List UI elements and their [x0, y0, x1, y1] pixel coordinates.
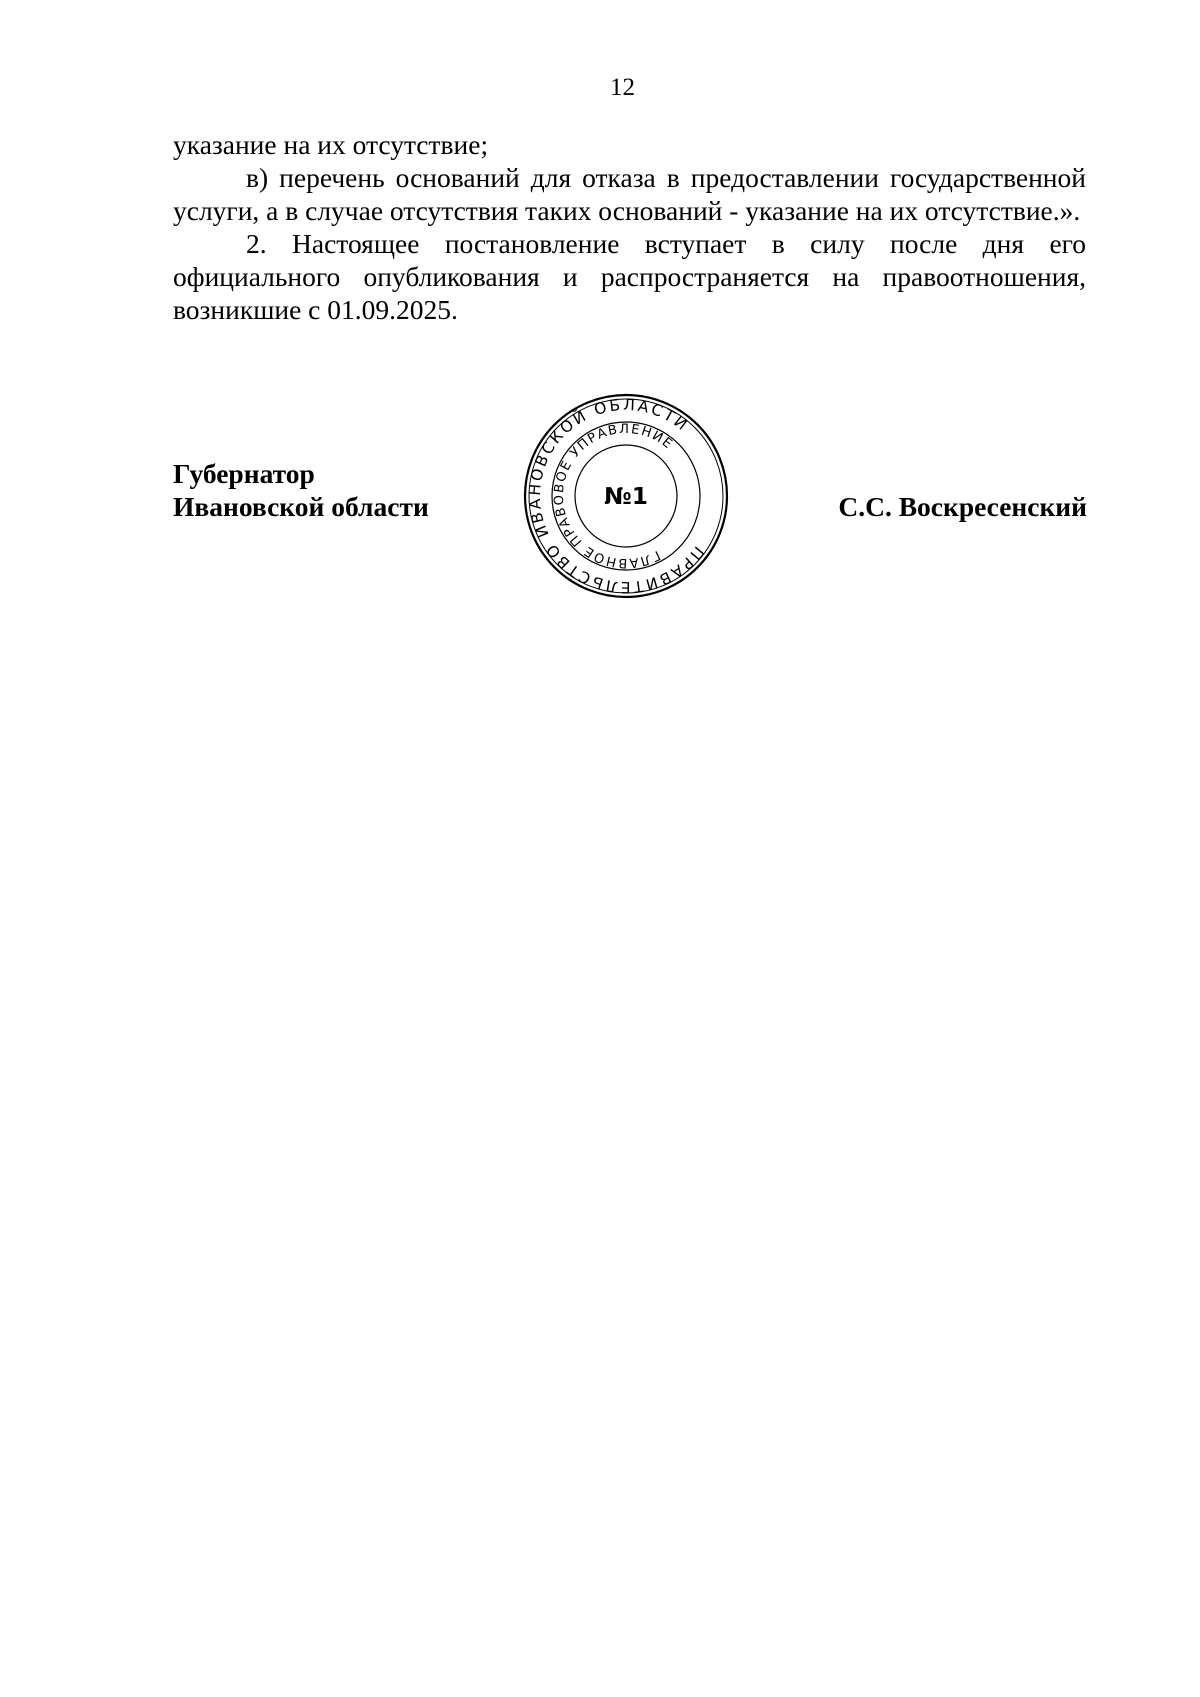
paragraph-continuation: указание на их отсутствие; — [173, 129, 489, 160]
signatory-name: С.С. Воскресенский — [838, 491, 1087, 522]
signatory-position-line2: Ивановской области — [173, 491, 429, 522]
document-body — [173, 128, 1086, 326]
signatory-position-line1: Губернатор — [173, 458, 315, 489]
seal-outer-text: ПРАВИТЕЛЬСТВО ИВАНОВСКОЙ ОБЛАСТИ — [525, 395, 708, 597]
seal-inner-text: ГЛАВНОЕ ПРАВОВОЕ УПРАВЛЕНИЕ — [551, 421, 676, 571]
page-number: 12 — [610, 74, 635, 101]
paragraph-clause-2: 2. Настоящее постановление вступает в силу после дня его официального опубликования и распространяется на правоотношения, возникшие с 01.09.2025. — [173, 228, 1086, 325]
signatory-position — [173, 457, 429, 523]
official-seal-stamp — [522, 392, 730, 600]
seal-center-number: №1 — [604, 484, 648, 510]
paragraph-item-v: в) перечень оснований для отказа в предоставлении государственной услуги, а в случае отсутствия таких оснований - указание на их отсутствие.». — [173, 162, 1086, 226]
